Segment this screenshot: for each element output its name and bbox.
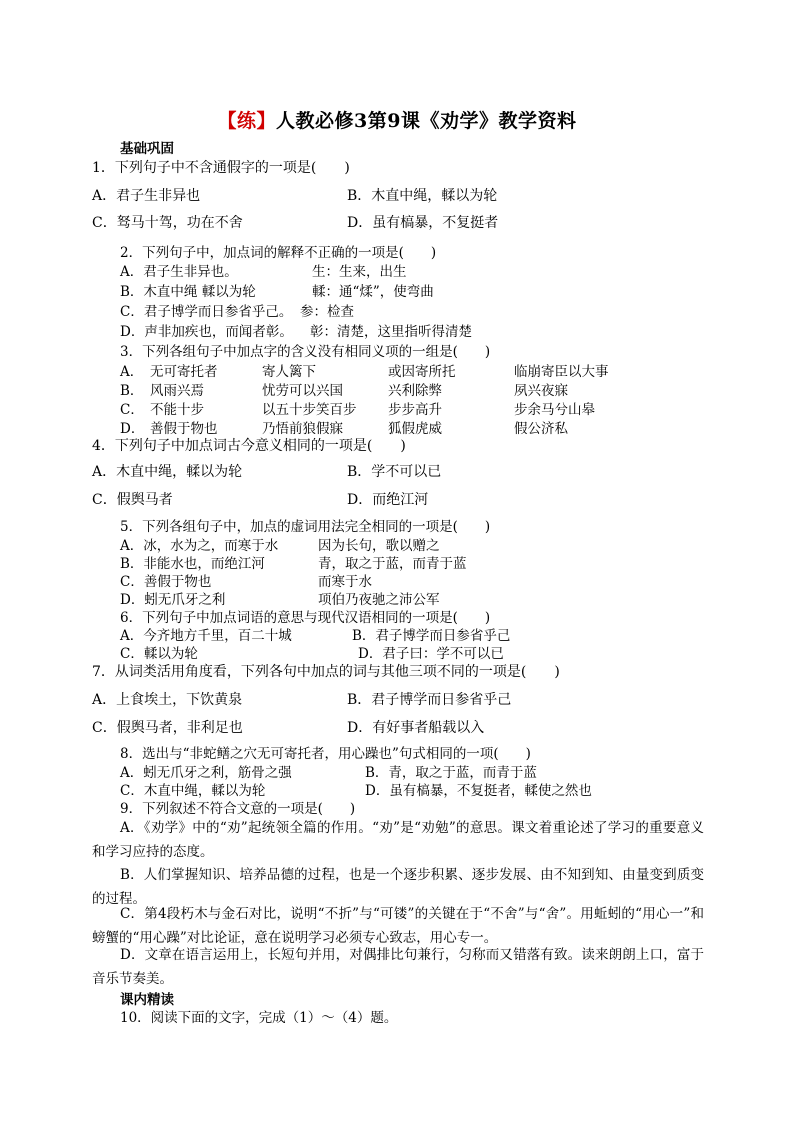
q3-label: C． [120, 402, 144, 418]
q7-option-b: B．君子博学而日参省乎己 [347, 692, 512, 708]
q3-label: B． [120, 383, 144, 399]
q2-sentence: C．君子博学而日参省乎己。 [120, 304, 293, 320]
q3-cell: 无可寄托者 [150, 364, 218, 380]
q1-option-b: B．木直中绳，輮以为轮 [347, 188, 498, 204]
q1-option-c: C．驽马十驾，功在不舍 [92, 215, 243, 231]
q5-left: B．非能水也，而绝江河 [120, 556, 265, 572]
q2-stem: 2．下列句子中，加点词的解释不正确的一项是( ) [120, 245, 437, 261]
q9-option-a: A．《劝学》中的“劝”起统领全篇的作用。“劝”是“劝勉”的意思。课文着重论述了学习的重要意义和学习应持的态度。 [92, 820, 704, 860]
q2-explanation: 参：检查 [300, 304, 354, 320]
q9-option-b: B．人们掌握知识、培养品德的过程，也是一个逐步积累、逐步发展、由不知到知、由量变到质变的过程。 [92, 867, 704, 907]
q3-cell: 不能十步 [150, 402, 204, 418]
q9-option-c: C．第4段朽木与金石对比，说明“不折”与“可镂”的关键在于“不舍”与“舍”。用蚯蚓的“用心一”和螃蟹的“用心躁”对比论证，意在说明学习必须专心致志，用心专一。 [92, 906, 704, 946]
q7-option-c: C．假舆马者，非利足也 [92, 720, 243, 736]
q3-cell: 善假于物也 [150, 421, 218, 437]
q3-cell: 临崩寄臣以大事 [514, 364, 609, 380]
q3-cell: 假公济私 [514, 421, 568, 437]
q3-stem: 3．下列各组句子中加点字的含义没有相同义项的一组是( ) [120, 344, 491, 360]
q3-cell: 步余马兮山皋 [514, 402, 595, 418]
q6-stem: 6．下列句子中加点词语的意思与现代汉语相同的一项是( ) [120, 610, 491, 626]
q6-option-b: B．君子博学而日参省乎己 [352, 628, 511, 644]
q5-left: D．蚓无爪牙之利 [120, 592, 226, 608]
q3-label: D． [120, 421, 145, 437]
q3-cell: 寄人篱下 [262, 364, 316, 380]
q5-left: A．冰，水为之，而寒于水 [120, 538, 279, 554]
q7-option-d: D．有好事者船载以入 [347, 720, 485, 736]
q3-cell: 乃悟前狼假寐 [262, 421, 343, 437]
q2-sentence: D．声非加疾也，而闻者彰。 [120, 324, 293, 340]
q4-stem: 4．下列句子中加点词古今意义相同的一项是( ) [92, 438, 406, 454]
q3-cell: 狐假虎威 [388, 421, 442, 437]
q1-option-d: D．虽有槁暴，不复挺者 [347, 215, 499, 231]
q3-cell: 风雨兴焉 [150, 383, 204, 399]
title-text: 人教必修3第9课《劝学》教学资料 [276, 110, 577, 132]
q1-stem: 1．下列句子中不含通假字的一项是( ) [92, 160, 350, 176]
q5-right: 而寒于水 [318, 574, 372, 590]
q9-option-d: D．文章在语言运用上，长短句并用，对偶排比句兼行，匀称而又错落有致。读来朗朗上口，富于音乐节奏美。 [92, 947, 704, 987]
title-bracket: 【练】 [217, 110, 277, 132]
q5-stem: 5．下列各组句子中，加点的虚词用法完全相同的一项是( ) [120, 519, 491, 535]
document-title [0, 106, 794, 133]
q3-label: A． [120, 364, 144, 380]
q3-cell: 或因寄所托 [388, 364, 456, 380]
q3-cell: 忧劳可以兴国 [262, 383, 343, 399]
q6-option-a: A．今齐地方千里，百二十城 [120, 628, 292, 644]
section-reading: 课内精读 [120, 992, 174, 1008]
q10-stem: 10．阅读下面的文字，完成（1）～（4）题。 [120, 1010, 398, 1026]
q6-option-c: C．輮以为轮 [120, 646, 198, 662]
q8-stem: 8．选出与“非蛇鳝之穴无可寄托者，用心躁也”句式相同的一项( ) [120, 746, 531, 762]
q8-option-c: C．木直中绳，輮以为轮 [120, 783, 266, 799]
q7-option-a: A．上食埃土，下饮黄泉 [92, 692, 243, 708]
q8-option-b: B．青，取之于蓝，而青于蓝 [365, 765, 537, 781]
q3-cell: 以五十步笑百步 [262, 402, 357, 418]
q2-sentence: A．君子生非异也。 [120, 264, 238, 280]
q2-sentence: B．木直中绳 輮以为轮 [120, 284, 256, 300]
q5-left: C．善假于物也 [120, 574, 212, 590]
q8-option-a: A．蚓无爪牙之利，筋骨之强 [120, 765, 292, 781]
q7-stem: 7．从词类活用角度看，下列各句中加点的词与其他三项不同的一项是( ) [92, 664, 560, 680]
q6-option-d: D．君子曰：学不可以已 [358, 646, 504, 662]
q4-option-d: D．而绝江河 [347, 492, 429, 508]
q3-cell: 兴利除弊 [388, 383, 442, 399]
q5-right: 青，取之于蓝，而青于蓝 [318, 556, 467, 572]
q4-option-b: B．学不可以已 [347, 464, 442, 480]
q3-cell: 步步高升 [388, 402, 442, 418]
q2-explanation: 彰：清楚，这里指听得清楚 [310, 324, 472, 340]
q1-option-a: A．君子生非异也 [92, 188, 201, 204]
q8-option-d: D．虽有槁暴，不复挺者，輮使之然也 [365, 783, 592, 799]
section-basic: 基础巩固 [120, 141, 174, 157]
q5-right: 项伯乃夜驰之沛公军 [318, 592, 440, 608]
q3-cell: 夙兴夜寐 [514, 383, 568, 399]
q2-explanation: 輮：通“煣”，使弯曲 [312, 284, 434, 300]
q2-explanation: 生：生来，出生 [312, 264, 407, 280]
q4-option-c: C．假舆马者 [92, 492, 173, 508]
q9-stem: 9．下列叙述不符合文意的一项是( ) [120, 801, 356, 817]
q4-option-a: A．木直中绳，輮以为轮 [92, 464, 243, 480]
q5-right: 因为长句，歌以赠之 [318, 538, 440, 554]
